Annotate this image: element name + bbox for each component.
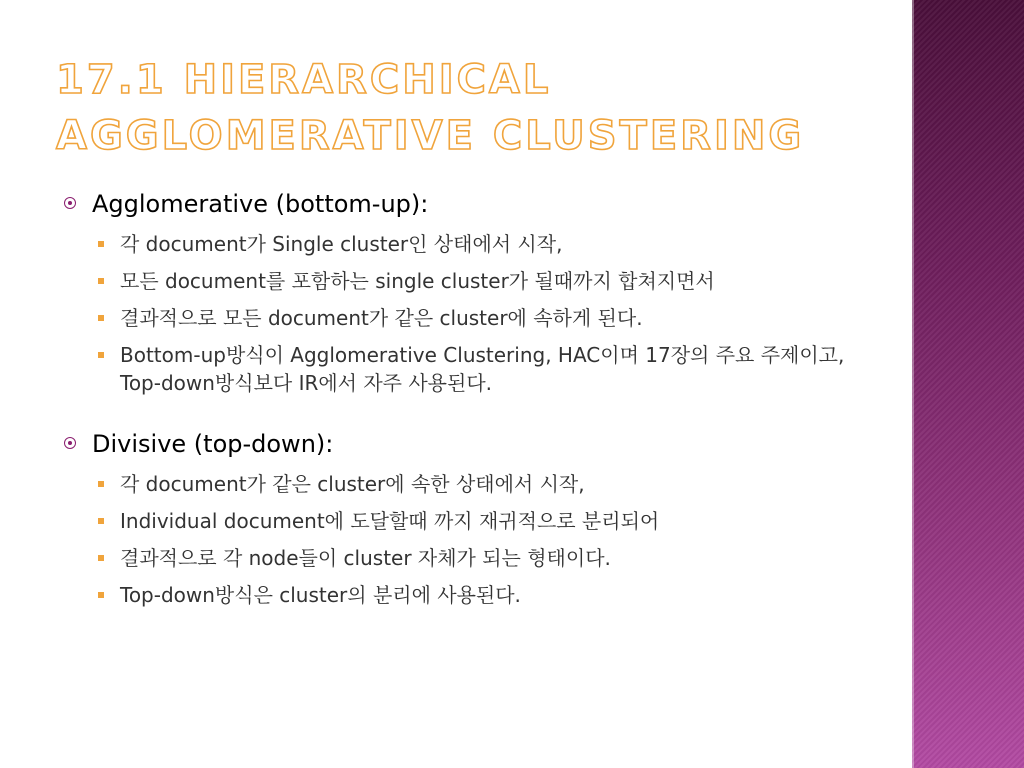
- section-agglomerative: [62, 187, 862, 397]
- decorative-accent-bar: [912, 0, 1024, 768]
- section-heading-text: Divisive (top-down):: [92, 430, 334, 458]
- slide-title: [56, 52, 896, 164]
- list-item: [62, 470, 862, 498]
- circle-dot-bullet-icon: [64, 437, 76, 449]
- square-bullet-icon: [98, 518, 104, 524]
- list-item: [62, 230, 862, 258]
- list-item-text: 각 document가 같은 cluster에 속한 상태에서 시작,: [120, 472, 585, 496]
- list-item: [62, 267, 862, 295]
- square-bullet-icon: [98, 555, 104, 561]
- list-item: [62, 581, 862, 609]
- square-bullet-icon: [98, 481, 104, 487]
- bullet-list: [62, 230, 862, 397]
- section-heading: [62, 187, 862, 221]
- list-item-text: Top-down방식은 cluster의 분리에 사용된다.: [120, 583, 521, 607]
- slide-title-line-1: 17.1 HIERARCHICAL: [56, 57, 552, 103]
- section-heading-text: Agglomerative (bottom-up):: [92, 190, 429, 218]
- list-item: [62, 544, 862, 572]
- list-item: [62, 507, 862, 535]
- section-heading: [62, 427, 862, 461]
- bullet-list: [62, 470, 862, 609]
- list-item-text: 결과적으로 각 node들이 cluster 자체가 되는 형태이다.: [120, 546, 611, 570]
- square-bullet-icon: [98, 241, 104, 247]
- square-bullet-icon: [98, 592, 104, 598]
- list-item: [62, 304, 862, 332]
- section-divisive: [62, 427, 862, 609]
- slide-title-line-2: AGGLOMERATIVE CLUSTERING: [56, 113, 805, 159]
- square-bullet-icon: [98, 315, 104, 321]
- list-item-text: Bottom-up방식이 Agglomerative Clustering, HAC이며 17장의 주요 주제이고, Top-down방식보다 IR에서 자주 사용된다.: [120, 343, 845, 395]
- list-item-text: 결과적으로 모든 document가 같은 cluster에 속하게 된다.: [120, 306, 643, 330]
- circle-dot-bullet-icon: [64, 197, 76, 209]
- slide-content: [62, 187, 862, 609]
- list-item: [62, 341, 862, 397]
- list-item-text: 모든 document를 포함하는 single cluster가 될때까지 합쳐지면서: [120, 269, 715, 293]
- square-bullet-icon: [98, 352, 104, 358]
- list-item-text: Individual document에 도달할때 까지 재귀적으로 분리되어: [120, 509, 660, 533]
- list-item-text: 각 document가 Single cluster인 상태에서 시작,: [120, 232, 563, 256]
- square-bullet-icon: [98, 278, 104, 284]
